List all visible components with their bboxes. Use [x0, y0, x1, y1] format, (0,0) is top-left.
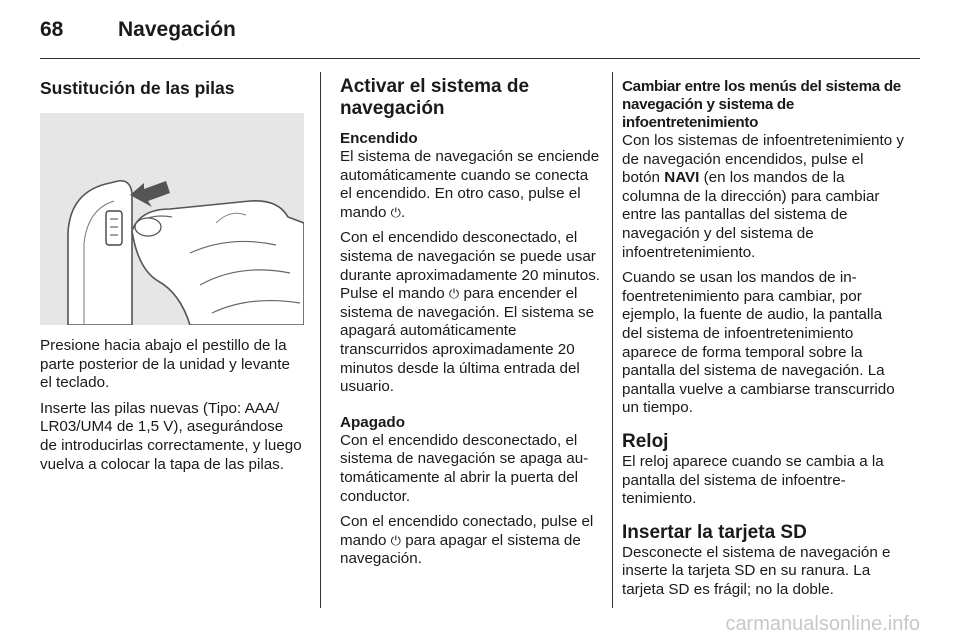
section-heading-sd: Insertar la tarjeta SD	[622, 521, 807, 543]
section-heading-activate: Activar el sistema de navegación	[340, 76, 530, 119]
column-divider-2	[612, 72, 613, 608]
paragraph-sd: Desconecte el sistema de navegación e inserte la tarjeta SD en su ranura. La tarjeta SD es frágil; no la doble.	[622, 543, 891, 598]
column-menus	[622, 78, 904, 606]
paragraph-encendido-2	[340, 229, 604, 396]
text-fragment: .	[400, 203, 406, 221]
column-activate	[340, 76, 604, 576]
power-icon: ⏻	[390, 532, 401, 548]
text-fragment: Con los sistemas de infoentretenimiento y de navegación encendidos, pulse el botón	[622, 132, 904, 187]
column-battery	[40, 78, 304, 481]
subheading-apagado: Apagado	[340, 413, 405, 431]
subheading-encendido: Encendido	[340, 130, 418, 147]
paragraph-apagado-1: Con el encendido desconectado, el sistema de navegación se apaga automáticamente al abrir la puerta del conductor.	[340, 431, 589, 505]
page-title: Navegación	[118, 18, 236, 41]
section-heading-reloj: Reloj	[622, 430, 669, 452]
page-header	[40, 18, 236, 42]
page-number: 68	[40, 18, 64, 41]
text-fragment: Con el encendido conectado, pulse el mando	[340, 513, 594, 549]
text-fragment: para apagar el sistema de navegación.	[340, 531, 581, 568]
power-icon: ⏻	[448, 286, 460, 302]
paragraph-menus-1	[622, 132, 904, 262]
section-heading-menus: Cambiar entre los menús del sistema de navegación y sistema de infoentretenimiento	[622, 78, 901, 131]
navi-button-label: NAVI	[664, 169, 700, 187]
power-icon: ⏻	[390, 204, 401, 220]
header-divider	[40, 58, 920, 59]
paragraph-battery-1: Presione hacia abajo el pestillo de la parte posterior de la unidad y levante el teclado.	[40, 337, 290, 392]
section-heading-battery: Sustitución de las pilas	[40, 78, 235, 98]
watermark: carmanualsonline.info	[725, 613, 920, 635]
paragraph-reloj: El reloj aparece cuando se cambia a la pantalla del sistema de infoentretenimiento.	[622, 452, 884, 508]
paragraph-apagado-2	[340, 513, 604, 569]
column-divider-1	[320, 72, 321, 608]
text-fragment: para encender el sistema de navegación. El sistema se apagará automáticamente transcurridos aproximadamente 20 minutos desde la última entrada del usuario.	[340, 285, 595, 396]
text-fragment: Con el encendido desconectado, el sistema de navegación se puede usar durante aproximadamente 20 minutos. Pulse el mando	[340, 229, 601, 303]
battery-latch-illustration	[40, 113, 304, 325]
paragraph-battery-2: Inserte las pilas nuevas (Tipo: AAA/ LR03/UM4 de 1,5 V), asegurándose de introducirlas correctamente, y luego vuelva a colocar la tapa de las pilas.	[40, 399, 302, 473]
paragraph-menus-2: Cuando se usan los mandos de infoentretenimiento para cambiar, por ejemplo, la fuente de audio, la pantalla del sistema de infoentretenimiento aparece de forma temporal sobre la pantalla del sistema de navegación. La pantalla vuelve a cambiarse transcurrido un tiempo.	[622, 269, 895, 417]
spacer	[340, 404, 604, 414]
text-fragment: El sistema de navegación se enciende automáticamente cuando se conecta el encendido. En otro caso, pulse el mando	[340, 148, 600, 221]
paragraph-encendido-1	[340, 148, 604, 222]
text-fragment: (en los mandos de la columna de la dirección) para cambiar entre las pantallas del sistema de navegación y del sistema de infoentretenimiento.	[622, 169, 880, 261]
